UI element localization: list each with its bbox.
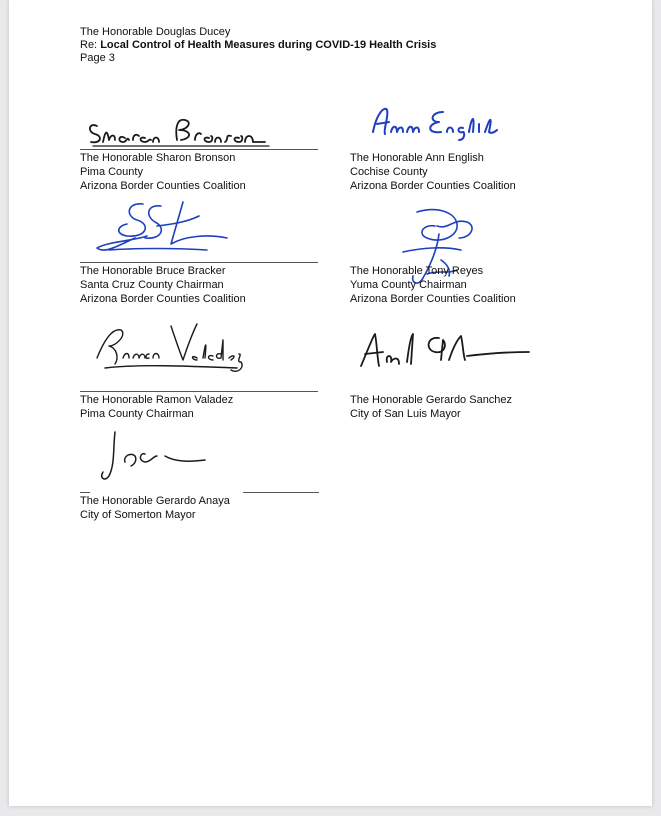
signature-gerardo-anaya: [97, 426, 227, 486]
signatory-name: The Honorable Bruce Bracker: [80, 265, 226, 277]
signature-line-left: [80, 492, 90, 493]
signature-line-right: [243, 492, 319, 493]
signatory-title: Pima County: [80, 166, 143, 178]
signature-line: [80, 262, 318, 263]
subject-line: [80, 39, 436, 52]
signatory-block-gerardo-sanchez: [350, 393, 512, 421]
signature-ann-english: [369, 102, 499, 142]
signatory-block-ann-english: [350, 151, 516, 193]
signatory-title: Pima County Chairman: [80, 408, 194, 420]
signature-sharon-bronson: [83, 110, 273, 150]
signatory-title: Santa Cruz County Chairman: [80, 279, 224, 291]
signature-line: [80, 149, 318, 150]
subject: Local Control of Health Measures during COVID-19 Health Crisis: [100, 39, 437, 51]
signatory-block-sharon-bronson: [80, 151, 246, 193]
signatory-block-tony-reyes: [350, 264, 516, 306]
signatory-name: The Honorable Sharon Bronson: [80, 152, 236, 164]
signatory-affiliation: Arizona Border Counties Coalition: [80, 293, 246, 305]
signatory-title: Yuma County Chairman: [350, 279, 467, 291]
signatory-name: The Honorable Gerardo Sanchez: [350, 394, 513, 406]
signatory-name: The Honorable Tony Reyes: [350, 265, 484, 277]
signatory-name: The Honorable Gerardo Anaya: [80, 495, 230, 507]
signatory-affiliation: Arizona Border Counties Coalition: [350, 180, 516, 192]
signature-line: [80, 391, 318, 392]
signatory-name: The Honorable Ann English: [350, 152, 484, 164]
signatory-affiliation: Arizona Border Counties Coalition: [80, 180, 246, 192]
signatory-block-bruce-bracker: [80, 264, 246, 306]
signatory-affiliation: Arizona Border Counties Coalition: [350, 293, 516, 305]
signatory-name: The Honorable Ramon Valadez: [80, 394, 234, 406]
addressee: The Honorable Douglas Ducey: [80, 26, 231, 38]
re-prefix: Re:: [80, 39, 98, 51]
signatory-title: City of Somerton Mayor: [80, 509, 196, 521]
signatory-block-ramon-valadez: [80, 393, 233, 421]
signatory-block-gerardo-anaya: [80, 494, 230, 522]
signatory-title: City of San Luis Mayor: [350, 408, 461, 420]
signature-gerardo-sanchez: [353, 326, 533, 371]
signatory-title: Cochise County: [350, 166, 428, 178]
page-number: Page 3: [80, 52, 115, 64]
signature-ramon-valadez: [87, 318, 247, 378]
letter-page: [9, 0, 652, 806]
signature-bruce-bracker: [87, 196, 237, 266]
